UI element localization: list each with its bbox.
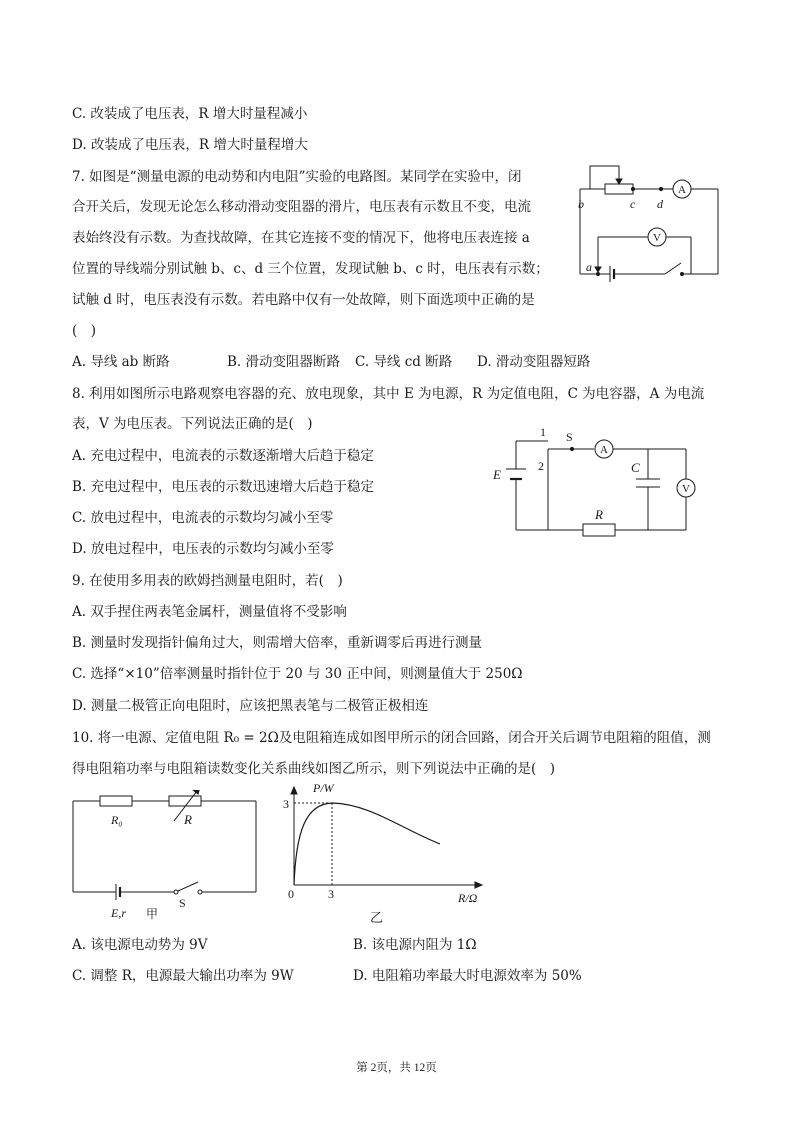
q7-label-a: a <box>586 260 592 274</box>
q8-stem-line-1: 8. 利用如图所示电路观察电容器的充、放电现象，其中 E 为电源，R 为定值电阻，C 为电容器，A 为电流 <box>72 386 705 402</box>
q8-label-c: C <box>631 460 640 475</box>
q8-resistor <box>583 524 615 536</box>
q8-label-e: E <box>493 467 501 482</box>
q7-voltmeter-label: V <box>653 232 661 244</box>
q10-label-r: R <box>184 812 192 827</box>
q6-option-d: D. 改装成了电压表，R 增大时量程增大 <box>72 137 308 153</box>
q8-ammeter-label: A <box>600 444 608 456</box>
q8-voltmeter-label: V <box>682 483 690 495</box>
q10-label-s: S <box>179 896 186 910</box>
page-footer: 第 2页，共 12页 <box>356 1062 437 1074</box>
q8-label-1: 1 <box>540 425 546 439</box>
q7-stem-line-6: ( ) <box>72 323 97 339</box>
q9-stem: 9. 在使用多用表的欧姆挡测量电阻时，若( ) <box>72 573 343 589</box>
q10-resistor-box <box>169 796 201 806</box>
q9-option-c: C. 选择“×10”倍率测量时指针位于 20 与 30 正中间，则测量值大于 250Ω <box>72 666 523 682</box>
q10-option-d: D. 电阻箱功率最大时电源效率为 50% <box>353 968 582 984</box>
q7-option-c: C. 导线 cd 断路 <box>355 354 453 370</box>
q10-option-c: C. 调整 R，电源最大输出功率为 9W <box>72 968 294 984</box>
q10-graph-yi <box>280 778 490 934</box>
q10-x-axis-label: R/Ω <box>458 891 478 905</box>
q7-circuit-diagram <box>570 158 730 287</box>
q9-option-b: B. 测量时发现指针偏角过大，则需增大倍率，重新调零后再进行测量 <box>72 635 483 651</box>
q10-y-axis-label: P/W <box>313 781 334 795</box>
q10-peak-y-label: 3 <box>283 797 289 811</box>
q7-ammeter-label: A <box>678 184 686 196</box>
q7-stem-line-4: 位置的导线端分别试触 b、c、d 三个位置，发现试触 b、c 时，电压表有示数； <box>72 261 549 277</box>
q7-stem-line-3: 表始终没有示数。为查找故障，在其它连接不变的情况下，他将电压表连接 a <box>72 230 530 246</box>
q10-option-b: B. 该电源内阻为 1Ω <box>353 937 477 953</box>
q8-label-r: R <box>595 507 603 522</box>
q7-rheostat <box>605 184 633 194</box>
q10-resistor-r0 <box>100 796 132 806</box>
q9-option-d: D. 测量二极管正向电阻时，应该把黑表笔与二极管正极相连 <box>72 698 429 714</box>
q8-option-a: A. 充电过程中，电流表的示数逐渐增大后趋于稳定 <box>72 448 374 464</box>
q7-options <box>72 353 752 371</box>
q10-caption-jia: 甲 <box>146 907 159 921</box>
q7-option-b: B. 滑动变阻器断路 <box>227 354 341 370</box>
q7-stem-line-1: 7. 如图是“测量电源的电动势和内电阻”实验的电路图。某同学在实验中，闭 <box>72 169 522 185</box>
q10-label-source: E,r <box>111 906 126 920</box>
q10-option-a: A. 该电源电动势为 9V <box>72 937 208 953</box>
q8-option-b: B. 充电过程中，电压表的示数迅速增大后趋于稳定 <box>72 479 375 495</box>
q7-label-b: b <box>578 197 584 211</box>
q8-label-2: 2 <box>538 459 544 473</box>
q7-label-c: c <box>630 197 636 211</box>
q8-option-d: D. 放电过程中，电压表的示数均匀减小至零 <box>72 541 334 557</box>
q7-label-d: d <box>657 197 663 211</box>
q10-caption-yi: 乙 <box>370 910 384 925</box>
q7-stem-line-5: 试触 d 时，电压表没有示数。若电路中仅有一处故障，则下面选项中正确的是 <box>72 292 535 308</box>
q7-option-a: A. 导线 ab 断路 <box>72 354 170 370</box>
q10-options-row-1 <box>72 936 752 954</box>
q10-origin-label: 0 <box>288 887 294 901</box>
q8-circuit-diagram <box>488 423 708 542</box>
q9-option-a: A. 双手捏住两表笔金属杆，测量值将不受影响 <box>72 604 347 620</box>
q10-circuit-jia <box>66 790 266 929</box>
q10-stem-line-2: 得电阻箱功率与电阻箱读数变化关系曲线如图乙所示，则下列说法中正确的是( ) <box>72 761 556 777</box>
q7-option-d: D. 滑动变阻器短路 <box>477 354 591 370</box>
q10-label-r0: R₀ <box>111 813 123 827</box>
q6-option-c: C. 改装成了电压表，R 增大时量程减小 <box>72 106 308 122</box>
q10-stem-line-1: 10. 将一电源、定值电阻 R₀ = 2Ω及电阻箱连成如图甲所示的闭合回路，闭合开关后调节电阻箱的阻值，测 <box>72 730 711 746</box>
q8-label-s: S <box>566 430 573 444</box>
q8-stem-line-2: 表，V 为电压表。下列说法正确的是( ) <box>72 416 313 432</box>
q10-options-row-2 <box>72 967 752 985</box>
q10-peak-x-label: 3 <box>328 887 334 901</box>
q7-stem-line-2: 合开关后，发现无论怎么移动滑动变阻器的滑片，电压表有示数且不变，电流 <box>72 199 531 215</box>
q8-option-c: C. 放电过程中，电流表的示数均匀减小至零 <box>72 510 334 526</box>
q10-power-curve <box>294 803 440 885</box>
